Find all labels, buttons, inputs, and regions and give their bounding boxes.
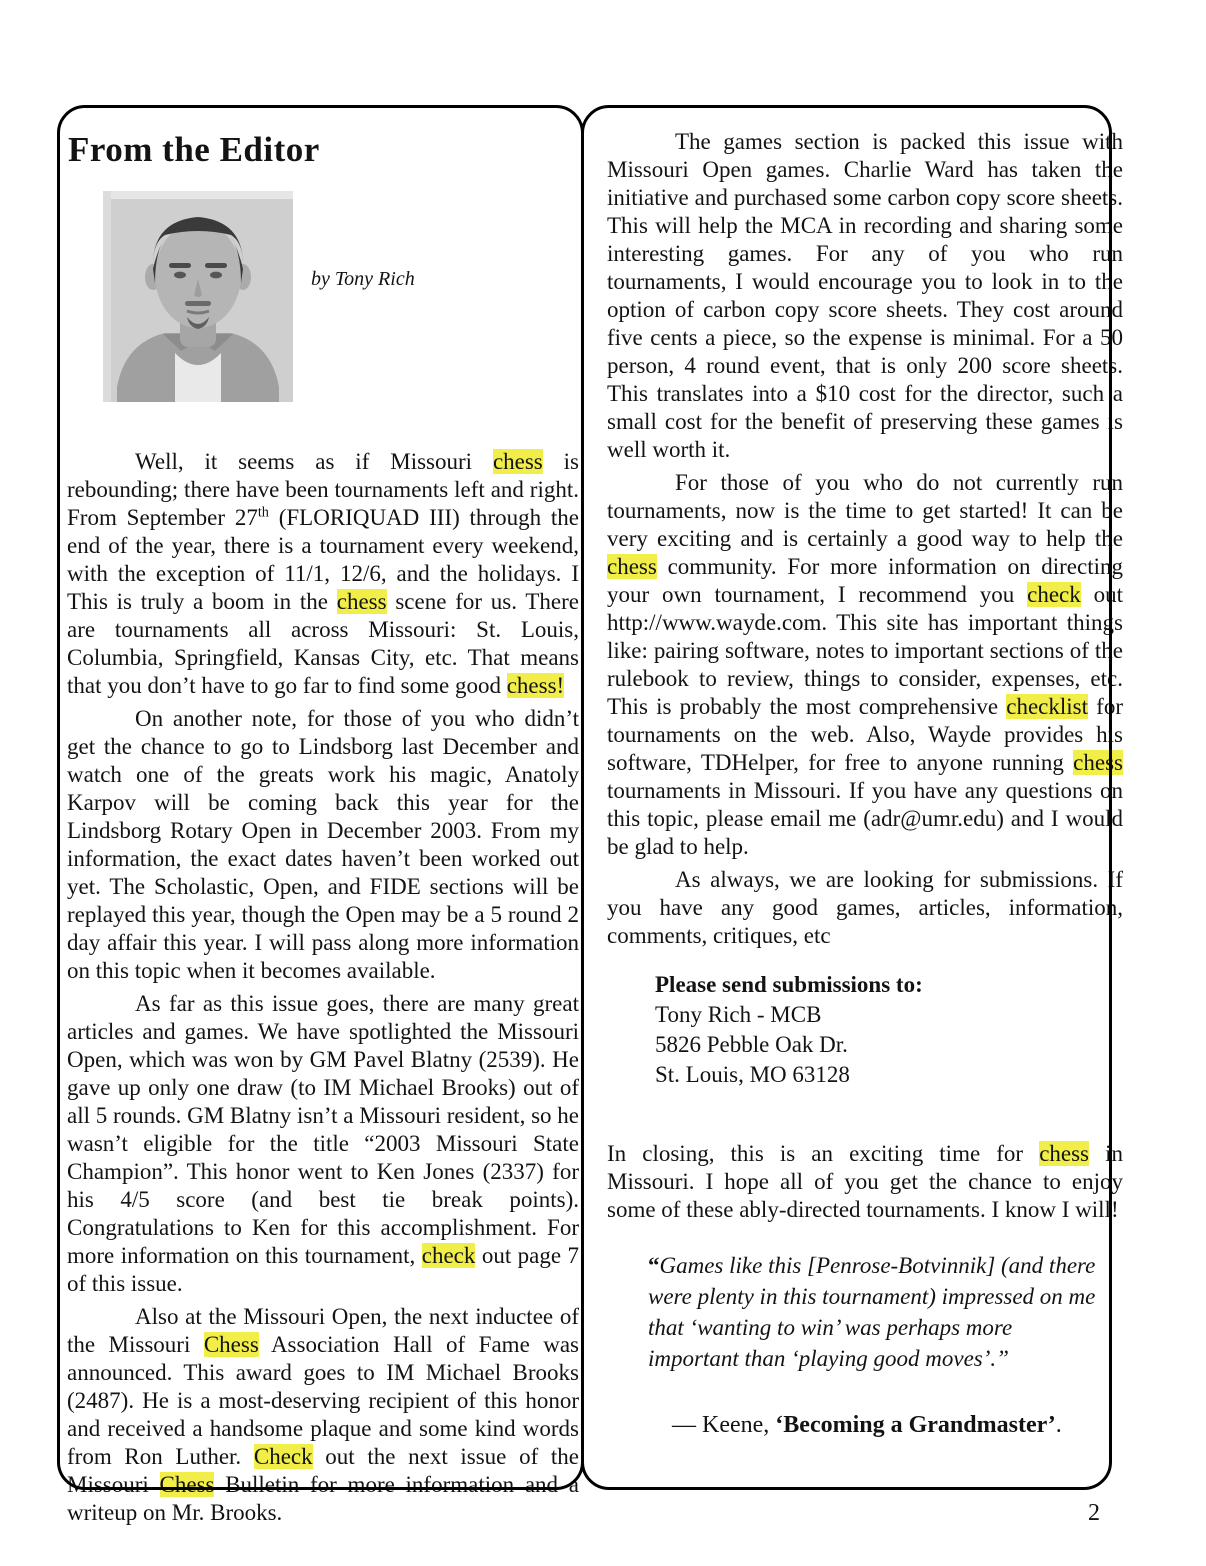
page-number: 2 bbox=[1088, 1500, 1100, 1526]
paragraph: Well, it seems as if Missouri chess is rebounding; there have been tournaments left and right. From September 27th (FLORIQUAD III) through the end of the year, there is a tournament every weekend, with the exception of 11/1, 12/6, and the holidays. I This is truly a boom in the chess scene for us. There are tournaments all across Missouri: St. Louis, Columbia, Springfield, Kansas City, etc. That means that you don’t have to go far to find some good chess! bbox=[67, 449, 579, 698]
submissions-heading: Please send submissions to: bbox=[655, 972, 923, 997]
paragraph: On another note, for those of you who didn’t get the chance to go to Lindsborg last December and watch one of the greats work his magic, Anatoly Karpov will be coming back this year for the Lindsborg Rotary Open in December 2003. From my information, the exact dates haven’t been worked out yet. The Scholastic, Open, and FIDE sections will be replayed this year, though the Open may be a 5 round 2 day affair this year. I will pass along more information on this topic when it becomes available. bbox=[67, 706, 579, 983]
section-title: From the Editor bbox=[68, 130, 320, 169]
submissions-street: 5826 Pebble Oak Dr. bbox=[655, 1032, 848, 1057]
editor-portrait-photo bbox=[103, 191, 293, 402]
paragraph: For those of you who do not currently run tournaments, now is the time to get started! It can be very exciting and is certainly a good way to help the chess community. For more information on directing your own tournament, I recommend you check out http://www.wayde.com. This site has important things like: pairing software, notes to important sections of the rulebook to review, things to consider, expenses, etc. This is probably the most comprehensive checklist for tournaments on the web. Also, Wayde provides his software, TDHelper, for free to anyone running chess tournaments in Missouri. If you have any questions on this topic, please email me (adr@umr.edu) and I would be glad to help. bbox=[607, 470, 1123, 859]
pull-quote: “Games like this [Penrose-Botvinnik] (and there were plenty in this tournament) impressed on me that ‘wanting to win’ was perhaps more important than ‘playing good moves’.” bbox=[648, 1253, 1096, 1371]
submissions-name: Tony Rich - MCB bbox=[655, 1002, 822, 1027]
quote-attribution: — Keene, ‘Becoming a Grandmaster’. bbox=[672, 1412, 1062, 1438]
right-column-text bbox=[607, 128, 1123, 955]
paragraph: Also at the Missouri Open, the next inductee of the Missouri Chess Association Hall of Fame was announced. This award goes to IM Michael Brooks (2487). He is a most-deserving recipient of this honor and received a handsome plaque and some kind words from Ron Luther. Check out the next issue of the Missouri Chess Bulletin for more information and a writeup on Mr. Brooks. bbox=[67, 1304, 579, 1525]
byline: by Tony Rich bbox=[311, 268, 415, 290]
paragraph: As far as this issue goes, there are many great articles and games. We have spotlighted the Missouri Open, which was won by GM Pavel Blatny (2539). He gave up only one draw (to IM Michael Brooks) out of all 5 rounds. GM Blatny isn’t a Missouri resident, so he wasn’t eligible for the title “2003 Missouri State Champion”. This honor went to Ken Jones (2337) for his 4/5 score (and best tie break points). Congratulations to Ken for this accomplishment. For more information on this tournament, check out page 7 of this issue. bbox=[67, 991, 579, 1296]
closing-paragraph: In closing, this is an exciting time for chess in Missouri. I hope all of you get the chance to enjoy some of these ably-directed tournaments. I know I will! bbox=[607, 1141, 1124, 1222]
paragraph: As always, we are looking for submissions. If you have any good games, articles, information, comments, critiques, etc bbox=[607, 867, 1123, 948]
paragraph: The games section is packed this issue with Missouri Open games. Charlie Ward has taken the initiative and purchased some carbon copy score sheets. This will help the MCA in recording and sharing some interesting games. For any of you who run tournaments, I would encourage you to look in to the option of carbon copy score sheets. They cost around five cents a piece, so the expense is minimal. For a 50 person, 4 round event, that is only 200 score sheets. This translates into a $10 cost for the director, such a small cost for the benefit of preserving these games is well worth it. bbox=[607, 129, 1123, 462]
left-column-text bbox=[67, 448, 579, 1532]
submissions-address-block bbox=[655, 970, 1085, 1090]
submissions-city: St. Louis, MO 63128 bbox=[655, 1062, 850, 1087]
